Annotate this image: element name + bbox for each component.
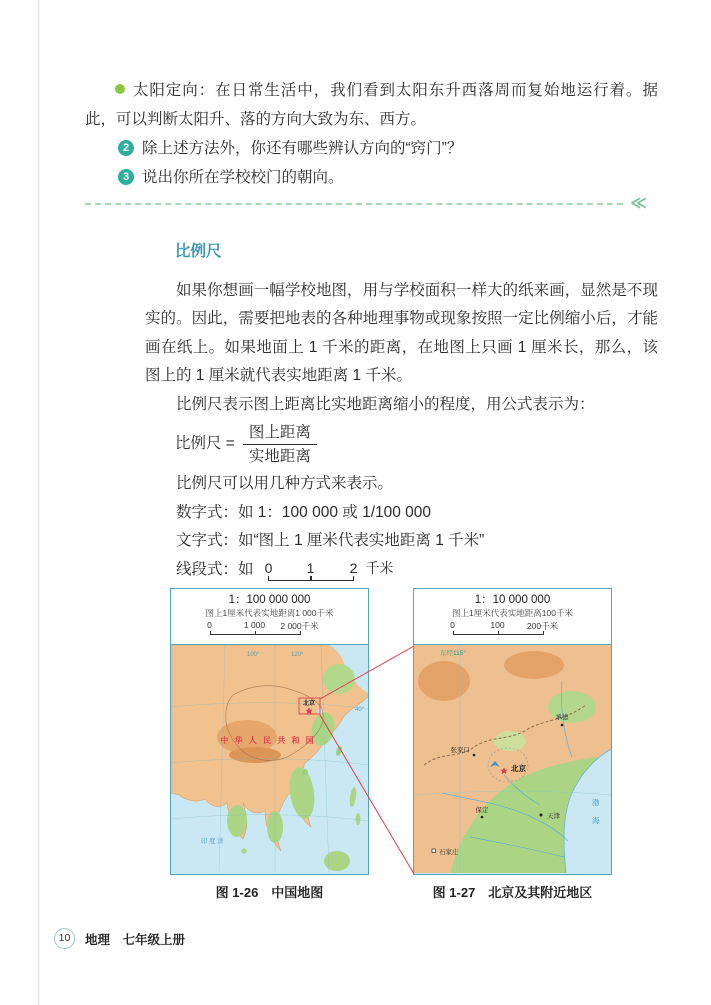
- beijing-map-svg: [414, 645, 611, 873]
- city-dot: [473, 754, 476, 757]
- scale-bar-label: 2 000千米: [280, 621, 319, 631]
- scale-tick: [310, 576, 312, 581]
- scale-bar-tick: [453, 631, 454, 635]
- scale-bar-tick: [255, 631, 256, 635]
- scale-bar-label: 1 000: [243, 620, 266, 630]
- scale-bar-label: 200千米: [526, 621, 559, 631]
- map-figures: [170, 588, 612, 918]
- figure-china-map: [170, 588, 369, 901]
- activity-section: [85, 76, 658, 192]
- page-number-badge: 10: [54, 928, 75, 949]
- china-map-svg: [171, 645, 368, 873]
- city-dot: [561, 724, 564, 727]
- china-map: [170, 645, 369, 875]
- activity-question: 说出你所在学校校门的朝向。: [142, 169, 344, 186]
- country-name-label: 中 华 人 民 共 和 国: [220, 736, 316, 745]
- city-dot: [540, 814, 543, 817]
- scale-bar-tick: [498, 631, 499, 635]
- city-label-zhangjiakou: 张家口: [450, 747, 470, 754]
- figure-beijing-map: [413, 588, 612, 901]
- scale-tick-label: 2: [349, 560, 358, 576]
- divider-dashes: [85, 203, 623, 205]
- divider-chevron-icon: ≪: [630, 195, 647, 212]
- paragraph-formula-intro: 比例尺表示图上距离比实地距离缩小的程度，用公式表示为：: [176, 395, 595, 413]
- activity-question: 除上述方法外，你还有哪些辨认方向的“窍门”？: [142, 140, 463, 157]
- scale-section: [145, 238, 658, 584]
- map-scale-description: 图上1厘米代表实地距离100千米: [452, 608, 573, 618]
- figure-caption: 图 1-26 中国地图: [215, 885, 324, 900]
- fraction-numerator: 图上距离: [243, 422, 317, 445]
- scale-bar-label: 0: [207, 620, 212, 630]
- activity-item-2: [85, 134, 658, 163]
- map-scale-header: [170, 588, 369, 645]
- formula-lhs: 比例尺 =: [175, 435, 235, 453]
- ocean-label: 印度洋: [201, 838, 225, 845]
- scale-tick-label: 1: [306, 560, 315, 576]
- city-square-symbol: [432, 849, 435, 852]
- city-label-chengde: 承德: [555, 714, 569, 721]
- city-label-shijiazhuang: 石家庄: [439, 849, 459, 856]
- page-binding-edge: [37, 0, 40, 1005]
- scale-bar-tick: [300, 631, 301, 635]
- map-scale-ratio: 1：10 000 000: [474, 594, 551, 606]
- map-scale-bar: [195, 620, 345, 637]
- paragraph-ways: 比例尺可以用几种方式来表示。: [176, 475, 394, 492]
- scale-tick: [268, 576, 270, 581]
- longitude-label: 100°: [247, 652, 260, 658]
- fraction-denominator: 实地距离: [248, 448, 311, 465]
- page-footer: [54, 928, 185, 949]
- segment-scale-graphic: [266, 557, 416, 584]
- bullet-icon: [115, 84, 125, 94]
- map-scale-header: [413, 588, 612, 645]
- activity-item-3: [85, 163, 658, 192]
- city-label-beijing: 北京: [511, 764, 526, 773]
- scale-unit-label: 千米: [365, 560, 394, 576]
- meridian-label: 东经115°: [440, 650, 466, 657]
- scale-formula: [175, 422, 658, 467]
- scale-tick-label: 0: [264, 560, 273, 576]
- city-label-tianjin: 天津: [547, 813, 560, 820]
- scale-bar-tick: [210, 631, 211, 635]
- footer-book-title: 地理 七年级上册: [85, 932, 186, 947]
- formula-fraction: [243, 422, 317, 467]
- scale-bar-label: 100: [490, 620, 505, 630]
- bohai-sea-label: 渤: [592, 798, 600, 807]
- segment-scale-line: [145, 556, 658, 585]
- activity-text: 在日常生活中，我们看到太阳东升西落周而复始地运行着。据此，可以判断太阳升、落的方向大致为东、西方。: [85, 82, 658, 128]
- activity-term: 太阳定向：: [132, 82, 216, 99]
- item-number-badge: 3: [118, 169, 134, 185]
- beijing-label: 北京: [302, 701, 316, 707]
- figure-caption: 图 1-27 北京及其附近地区: [432, 885, 593, 900]
- scale-tick: [353, 576, 355, 581]
- city-label-baoding: 保定: [475, 807, 489, 814]
- paragraph-intro: 如果你想画一幅学校地图，用与学校面积一样大的纸来画，显然是不现实的。因此，需要把地表的各种地理事物或现象按照一定比例缩小后，才能画在纸上。如果地面上 1 千米的距离，在地图上只画 1 厘米长，那么，该图上的 1 厘米就代表实地距离 1 千米。: [145, 281, 658, 384]
- city-dot: [481, 816, 484, 819]
- section-heading: 比例尺: [175, 243, 222, 260]
- segment-scale-label: 线段式：如: [176, 560, 254, 578]
- longitude-label: 120°: [291, 652, 304, 658]
- map-scale-bar: [438, 620, 588, 637]
- item-number-badge: 2: [118, 140, 134, 156]
- map-scale-ratio: 1：100 000 000: [228, 594, 311, 606]
- bohai-sea-label: 海: [592, 816, 600, 825]
- beijing-area-map: [413, 645, 612, 875]
- section-divider: [85, 195, 647, 212]
- scale-bar-tick: [543, 631, 544, 635]
- text-scale-line: 文字式：如“图上 1 厘米代表实地距离 1 千米”: [176, 532, 485, 549]
- activity-item-sun: [85, 76, 658, 134]
- map-scale-description: 图上1厘米代表实地距离1 000千米: [205, 608, 334, 618]
- latitude-label: 40°: [355, 707, 365, 713]
- numeric-scale-line: 数字式：如 1：100 000 或 1/100 000: [176, 503, 432, 521]
- scale-bar-label: 0: [450, 620, 455, 630]
